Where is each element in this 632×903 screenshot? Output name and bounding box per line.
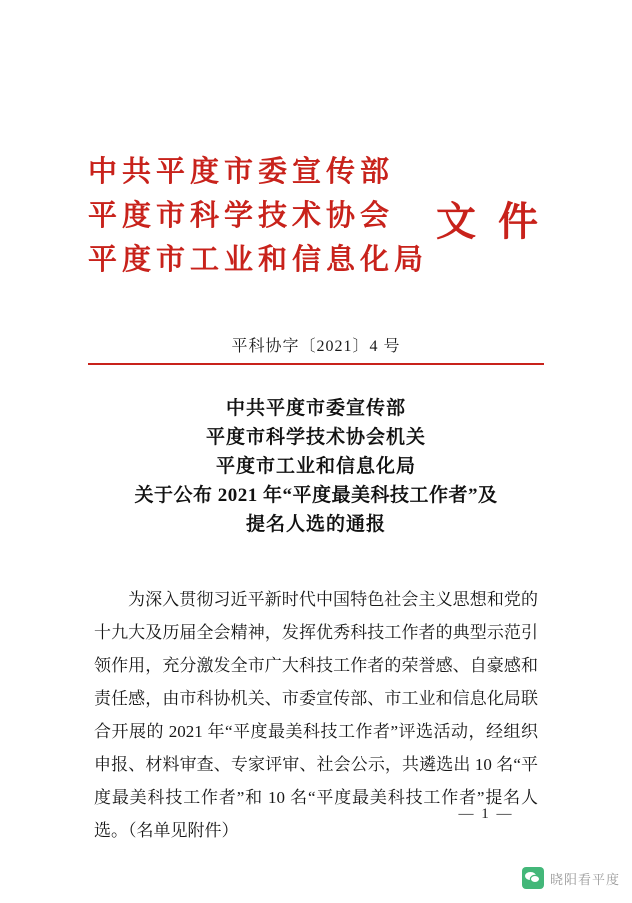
title-line-2: 平度市科学技术协会机关 xyxy=(205,427,426,448)
title-line-3: 平度市工业和信息化局 xyxy=(215,456,416,477)
red-divider xyxy=(88,363,544,365)
letterhead-line-2: 平度市科学技术协会 xyxy=(87,200,394,232)
letterhead-line-1: 中共平度市委宣传部 xyxy=(87,156,394,188)
letterhead-agency-lines xyxy=(88,150,428,282)
body-paragraph: 为深入贯彻习近平新时代中国特色社会主义思想和党的十九大及历届全会精神，发挥优秀科技工作者的典型示范引领作用，充分激发全市广大科技工作者的荣誉感、自豪感和责任感，由市科协机关、市委宣传部、市工业和信息化局联合开展的 2021 年“平度最美科技工作者”评选活动，经组织申报、材料审查、专家评审、社会公示，共遴选出 10 名“平度最美科技工作者”和 10 名“平度最美科技工作者”提名人选。（名单见附件） xyxy=(94,590,538,840)
title-line-1: 中共平度市委宣传部 xyxy=(225,398,406,419)
letterhead-line-3: 平度市工业和信息化局 xyxy=(87,244,428,276)
letterhead-document-word: 文 件 xyxy=(436,198,544,244)
title-line-5: 提名人选的通报 xyxy=(245,514,386,535)
letterhead xyxy=(0,150,632,282)
watermark-badge xyxy=(522,867,620,889)
page-number: — 1 — xyxy=(458,806,514,822)
title-line-4: 关于公布 2021 年“平度最美科技工作者”及 xyxy=(134,485,498,506)
watermark-label: 晓阳看平度 xyxy=(549,871,620,887)
document-number: 平科协字〔2021〕4 号 xyxy=(231,338,401,355)
document-title xyxy=(110,394,522,539)
wechat-icon xyxy=(522,867,544,889)
